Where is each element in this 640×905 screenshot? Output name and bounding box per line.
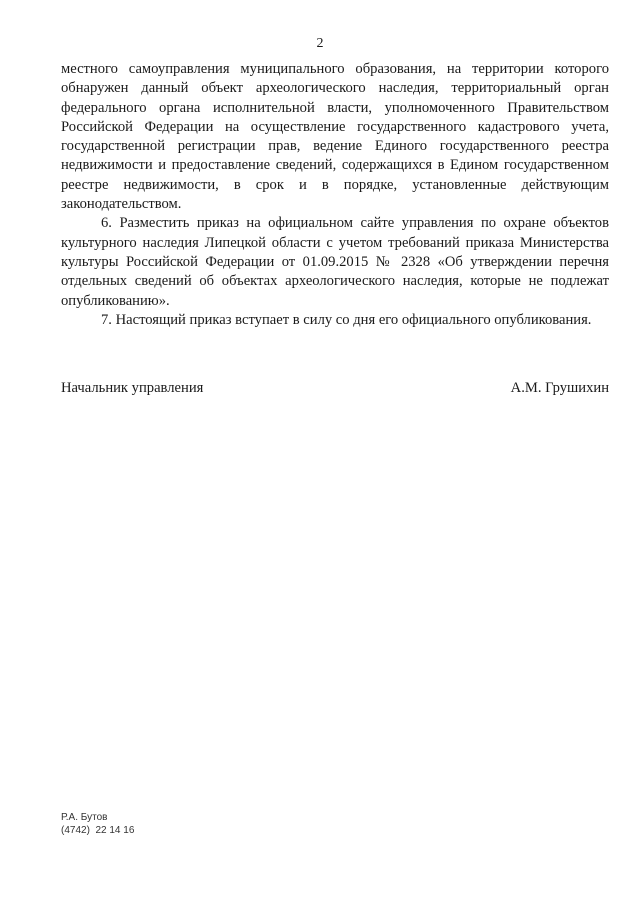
paragraph-item-7: 7. Настоящий приказ вступает в силу со дня его официального опубликования. bbox=[101, 311, 592, 328]
paragraph-item-6: 6. Разместить приказ на официальном сайте управления по охране объектов культурного наследия Липецкой области с учетом требований приказа Министерства культуры Российской Федерации от 01.09.2015 № 2328 «Об утверждении перечня отдельных сведений об объектах археологического наследия, которые не подлежат опубликованию». bbox=[61, 215, 609, 309]
signature-block bbox=[61, 379, 609, 399]
signatory-title: Начальник управления bbox=[61, 380, 204, 396]
paragraph-continuation: местного самоуправления муниципального образования, на территории которого обнаружен данный объект археологического наследия, территориальный орган федерального органа исполнительной власти, уполномоченного Правительством Российской Федерации на осуществление государственного кадастрового учета, государственной регистрации прав, ведение Единого государственного реестра недвижимости и предоставление сведений, содержащихся в Едином государственном реестре недвижимости, в срок и в порядке, установленные действующим законодательством. bbox=[61, 61, 609, 213]
document-body bbox=[61, 60, 609, 330]
signatory-name: А.М. Грушихин bbox=[510, 380, 609, 396]
contact-phone: (4742) 22 14 16 bbox=[61, 825, 135, 836]
contact-author: Р.А. Бутов bbox=[61, 812, 108, 823]
page-number: 2 bbox=[316, 36, 324, 51]
contact-info bbox=[61, 811, 134, 837]
